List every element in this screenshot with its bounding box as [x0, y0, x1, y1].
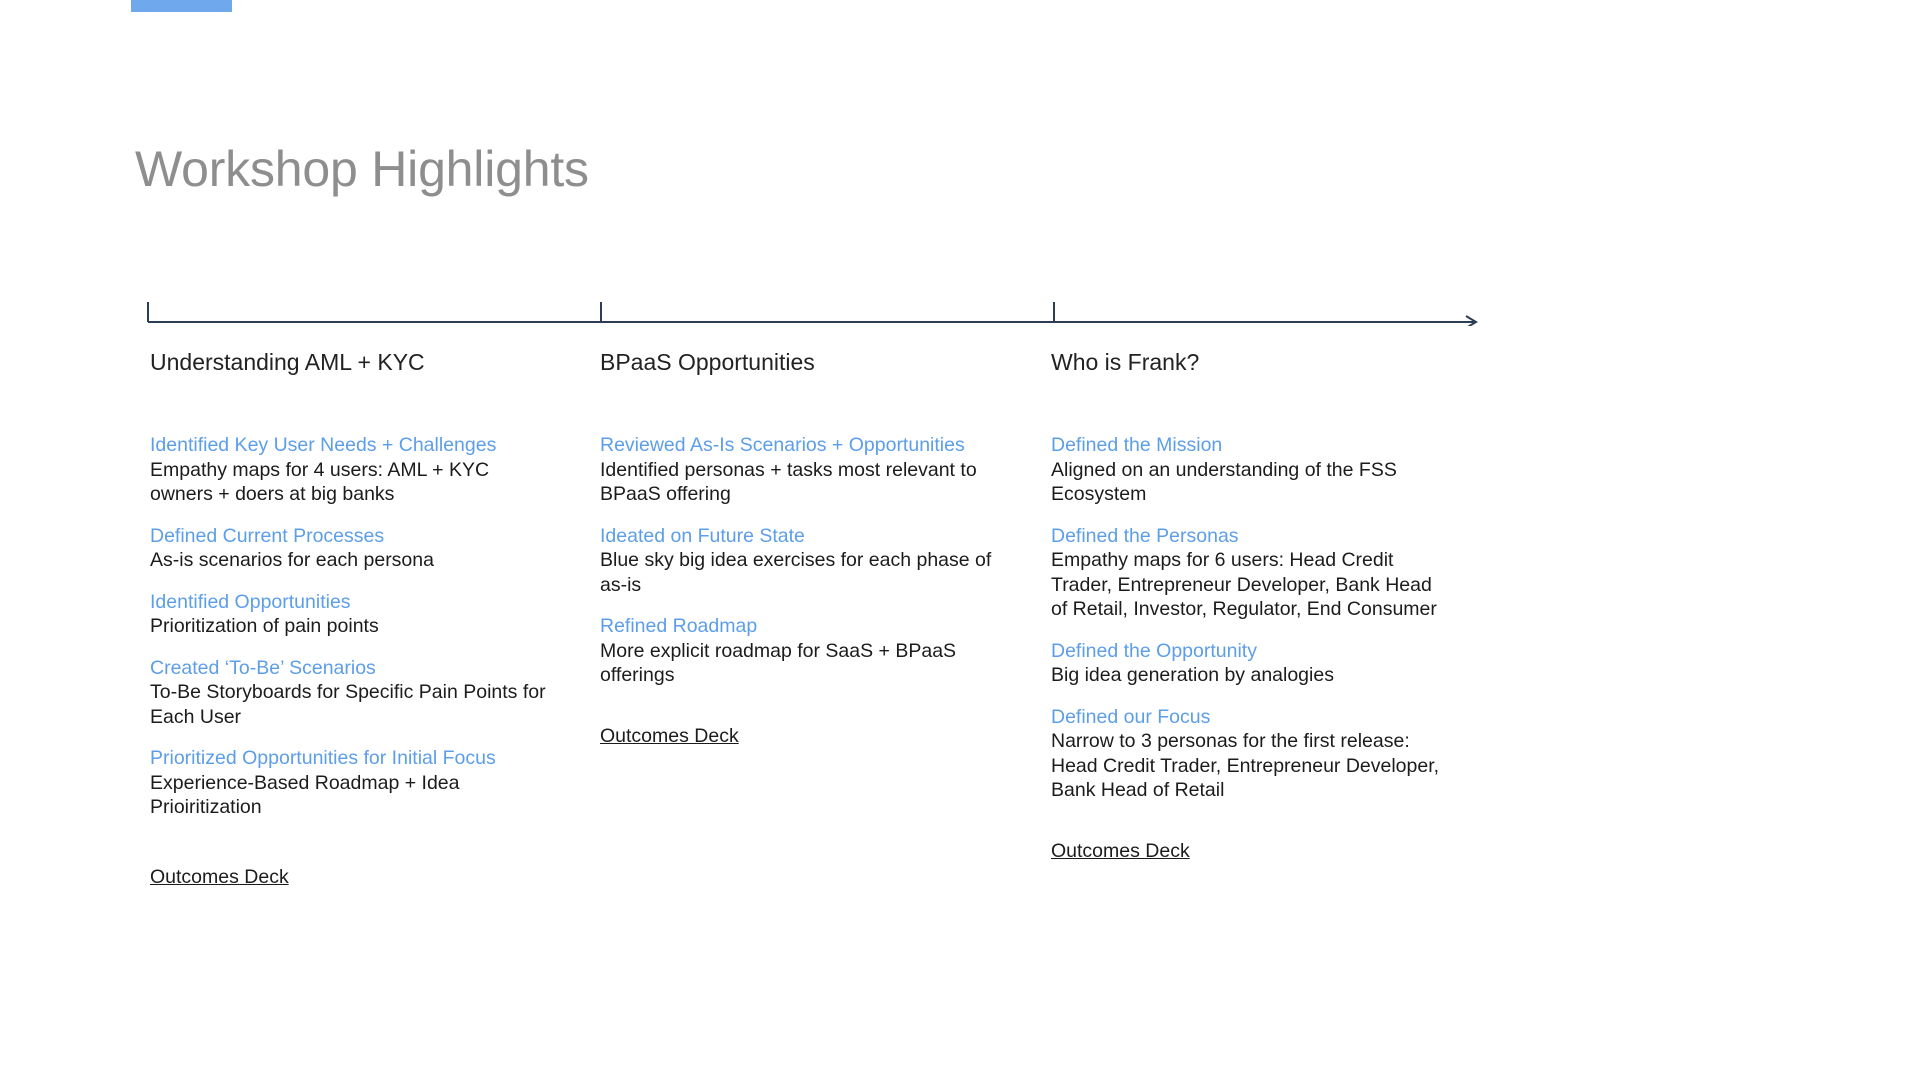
timeline — [140, 296, 1480, 326]
list-item — [1051, 639, 1451, 688]
item-title: Reviewed As-Is Scenarios + Opportunities — [600, 434, 965, 456]
item-title: Defined the Personas — [1051, 524, 1239, 547]
item-description: Identified personas + tasks most relevant to BPaaS offering — [600, 458, 977, 505]
item-title: Created ‘To-Be’ Scenarios — [150, 656, 376, 679]
list-item — [150, 524, 550, 573]
column-heading: Who is Frank? — [1051, 349, 1200, 375]
list-item — [150, 590, 550, 639]
list-item — [1051, 433, 1451, 507]
column-heading: BPaaS Opportunities — [600, 349, 815, 375]
item-description: Experience-Based Roadmap + Idea Prioiritization — [150, 771, 460, 818]
item-title: Defined our Focus — [1051, 705, 1211, 728]
list-item — [150, 656, 550, 730]
column-bpaas — [600, 346, 1000, 748]
item-description: Aligned on an understanding of the FSS Ecosystem — [1051, 458, 1397, 505]
item-description: Empathy maps for 4 users: AML + KYC owners + doers at big banks — [150, 458, 490, 505]
item-description: As-is scenarios for each persona — [150, 549, 434, 571]
item-title: Identified Opportunities — [150, 590, 351, 613]
item-title: Defined Current Processes — [150, 524, 385, 547]
list-item — [600, 614, 1000, 688]
list-item — [1051, 524, 1451, 622]
item-title: Identified Key User Needs + Challenges — [150, 434, 497, 456]
page-title: Workshop Highlights — [135, 141, 589, 197]
item-description: To-Be Storyboards for Specific Pain Points for Each User — [150, 681, 546, 728]
accent-bar — [131, 0, 232, 12]
outcomes-deck-link[interactable]: Outcomes Deck — [150, 865, 289, 888]
column-heading: Understanding AML + KYC — [150, 349, 425, 375]
column-aml-kyc — [150, 346, 550, 889]
item-description: Big idea generation by analogies — [1051, 664, 1334, 686]
item-description: Prioritization of pain points — [150, 615, 379, 637]
outcomes-deck-link[interactable]: Outcomes Deck — [600, 724, 739, 747]
item-description: Empathy maps for 6 users: Head Credit Trader, Entrepreneur Developer, Bank Head of Retail, Investor, Regulator, End Consumer — [1051, 549, 1437, 620]
item-description: More explicit roadmap for SaaS + BPaaS offerings — [600, 639, 957, 686]
list-item — [1051, 705, 1451, 803]
column-who-is-frank — [1051, 346, 1451, 863]
item-title: Defined the Mission — [1051, 434, 1223, 456]
outcomes-deck-link[interactable]: Outcomes Deck — [1051, 839, 1190, 862]
list-item — [150, 746, 550, 820]
list-item — [600, 433, 1000, 507]
item-description: Blue sky big idea exercises for each phase of as-is — [600, 549, 992, 596]
list-item — [150, 433, 550, 507]
item-description: Narrow to 3 personas for the first release: Head Credit Trader, Entrepreneur Developer, Bank Head of Retail — [1051, 730, 1440, 801]
item-title: Prioritized Opportunities for Initial Focus — [150, 747, 496, 769]
item-title: Ideated on Future State — [600, 524, 805, 547]
item-title: Refined Roadmap — [600, 615, 758, 637]
list-item — [600, 524, 1000, 598]
item-title: Defined the Opportunity — [1051, 639, 1257, 662]
